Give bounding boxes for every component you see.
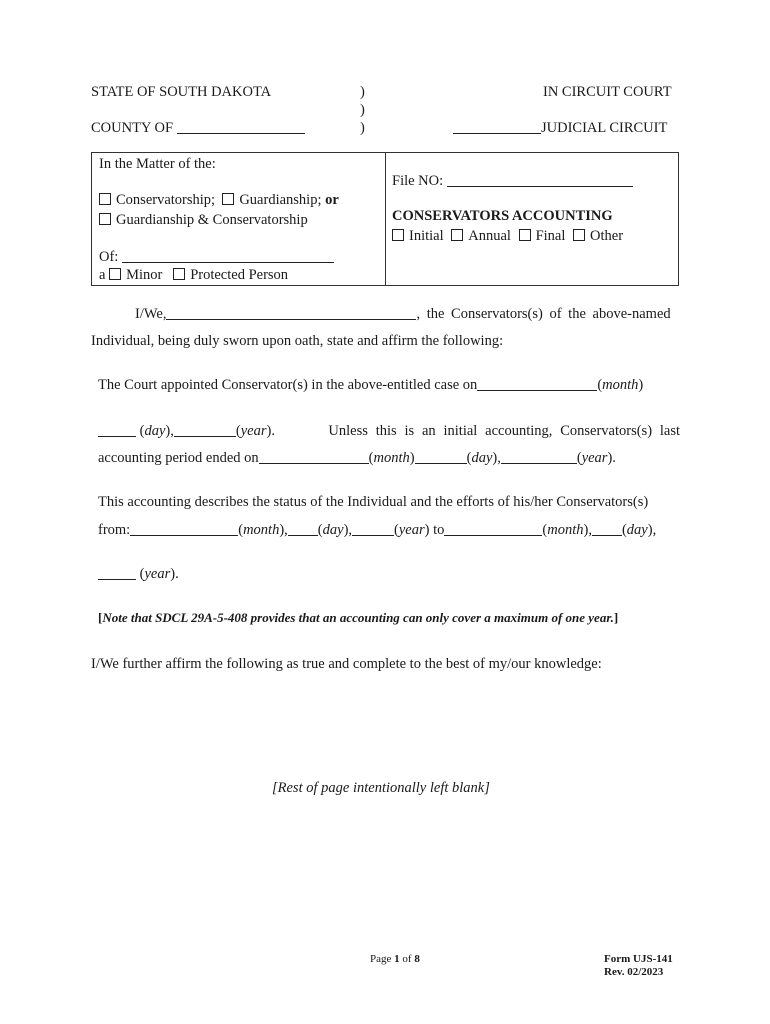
court-label: IN CIRCUIT COURT	[543, 84, 672, 100]
year-label: year	[398, 522, 425, 538]
to-month-field[interactable]	[444, 523, 542, 536]
page-number	[370, 953, 420, 965]
protected-person-checkbox[interactable]	[173, 268, 185, 280]
conservator-name-field[interactable]	[166, 307, 416, 320]
month-label: month	[547, 522, 584, 538]
month-label: month	[373, 450, 410, 466]
circuit-line	[453, 120, 667, 137]
county-label: COUNTY OF	[91, 120, 174, 136]
county-field[interactable]	[177, 121, 305, 134]
minor-label: Minor	[126, 267, 163, 283]
other-checkbox[interactable]	[573, 229, 585, 241]
period-month-field[interactable]	[259, 451, 369, 464]
final-label: Final	[535, 228, 566, 244]
conservatorship-label: Conservatorship;	[116, 192, 216, 208]
iwe-line	[135, 306, 671, 323]
unless-text: Unless this is an initial accounting, Conservators(s) last	[328, 423, 680, 439]
initial-label: Initial	[409, 228, 444, 244]
from-line: from: (month), (day), (year) to (month), (day),	[98, 522, 657, 538]
day-label: day	[471, 450, 493, 466]
appointed-year-field[interactable]	[174, 424, 236, 437]
day-label: day	[626, 522, 648, 538]
guardianship-conservatorship-label: Guardianship & Conservatorship	[116, 212, 308, 228]
appointed-day-field[interactable]	[98, 424, 136, 437]
circuit-label: JUDICIAL CIRCUIT	[541, 120, 668, 136]
type-row-2	[99, 212, 308, 229]
year-label: year	[144, 566, 171, 582]
of-name-field[interactable]	[122, 250, 334, 263]
file-no-field[interactable]	[447, 174, 633, 187]
county-line	[91, 120, 305, 137]
other-label: Other	[590, 228, 624, 244]
final-checkbox[interactable]	[519, 229, 531, 241]
note-line: [Note that SDCL 29A-5-408 provides that an accounting can only cover a maximum of one year.]	[98, 610, 619, 625]
appointed-month-field[interactable]	[477, 378, 597, 391]
page-prefix: Page	[370, 953, 392, 965]
initial-checkbox[interactable]	[392, 229, 404, 241]
from-label: from:	[98, 522, 131, 538]
page-of: of	[402, 953, 412, 965]
year-label: year	[240, 423, 267, 439]
day-label: day	[322, 522, 344, 538]
document-title: CONSERVATORS ACCOUNTING	[392, 208, 613, 224]
to-label: to	[433, 522, 445, 538]
file-no-row	[392, 173, 633, 190]
to-year-line: (year).	[98, 566, 179, 583]
case-caption-box	[91, 152, 679, 286]
caption-paren: )	[360, 102, 365, 118]
of-label: Of:	[99, 249, 119, 265]
guardianship-checkbox[interactable]	[222, 193, 234, 205]
matter-label: In the Matter of the:	[99, 156, 216, 172]
note-text: Note that SDCL 29A-5-408 provides that an accounting can only cover a maximum of one year.	[102, 610, 614, 625]
minor-checkbox[interactable]	[109, 268, 121, 280]
describes-text: This accounting describes the status of the Individual and the efforts of his/her Conservators(s)	[98, 494, 649, 510]
conservatorship-checkbox[interactable]	[99, 193, 111, 205]
type-row-1	[99, 192, 339, 209]
page-total: 8	[414, 953, 420, 965]
page-current: 1	[394, 953, 400, 965]
period-ended-line: accounting period ended on (month) (day), (year).	[98, 450, 616, 466]
form-number: Form UJS-141	[604, 953, 673, 965]
of-row	[99, 249, 334, 266]
state-label: STATE OF SOUTH DAKOTA	[91, 84, 272, 100]
or-label: or	[325, 192, 339, 208]
annual-label: Annual	[468, 228, 511, 244]
circuit-number-field[interactable]	[453, 121, 541, 134]
a-label: a	[99, 267, 106, 283]
period-year-field[interactable]	[501, 451, 577, 464]
case-box-divider	[385, 153, 386, 285]
form-revision: Rev. 02/2023	[604, 966, 664, 978]
iwe-label: I/We,	[135, 306, 167, 322]
year-label: year	[581, 450, 608, 466]
person-type-row	[99, 267, 288, 284]
caption-paren: )	[360, 120, 365, 136]
appointed-line: The Court appointed Conservator(s) in the above-entitled case on (month)	[98, 377, 644, 393]
period-ended-text: accounting period ended on	[98, 450, 259, 466]
annual-checkbox[interactable]	[451, 229, 463, 241]
further-affirm-text: I/We further affirm the following as true and complete to the best of my/our knowledge:	[91, 656, 602, 672]
period-day-field[interactable]	[415, 451, 467, 464]
caption-paren: )	[360, 84, 365, 100]
from-month-field[interactable]	[130, 523, 238, 536]
accounting-type-row	[392, 228, 623, 245]
protected-person-label: Protected Person	[190, 267, 289, 283]
month-label: month	[243, 522, 280, 538]
guardianship-label: Guardianship;	[239, 192, 322, 208]
from-day-field[interactable]	[288, 523, 318, 536]
appointed-date-line: (day), (year). Unless this is an initial accounting, Conservators(s) last	[98, 423, 680, 440]
from-year-field[interactable]	[352, 523, 394, 536]
file-no-label: File NO:	[392, 173, 444, 189]
month-label: month	[602, 377, 639, 393]
day-label: day	[144, 423, 166, 439]
to-day-field[interactable]	[592, 523, 622, 536]
blank-page-note: [Rest of page intentionally left blank]	[272, 780, 490, 796]
guardianship-conservatorship-checkbox[interactable]	[99, 213, 111, 225]
to-year-field[interactable]	[98, 567, 136, 580]
conservators-named-text: , the Conservators(s) of the above-named	[416, 306, 671, 322]
sworn-text: Individual, being duly sworn upon oath, state and affirm the following:	[91, 333, 504, 349]
appointed-text: The Court appointed Conservator(s) in the above-entitled case on	[98, 377, 478, 393]
